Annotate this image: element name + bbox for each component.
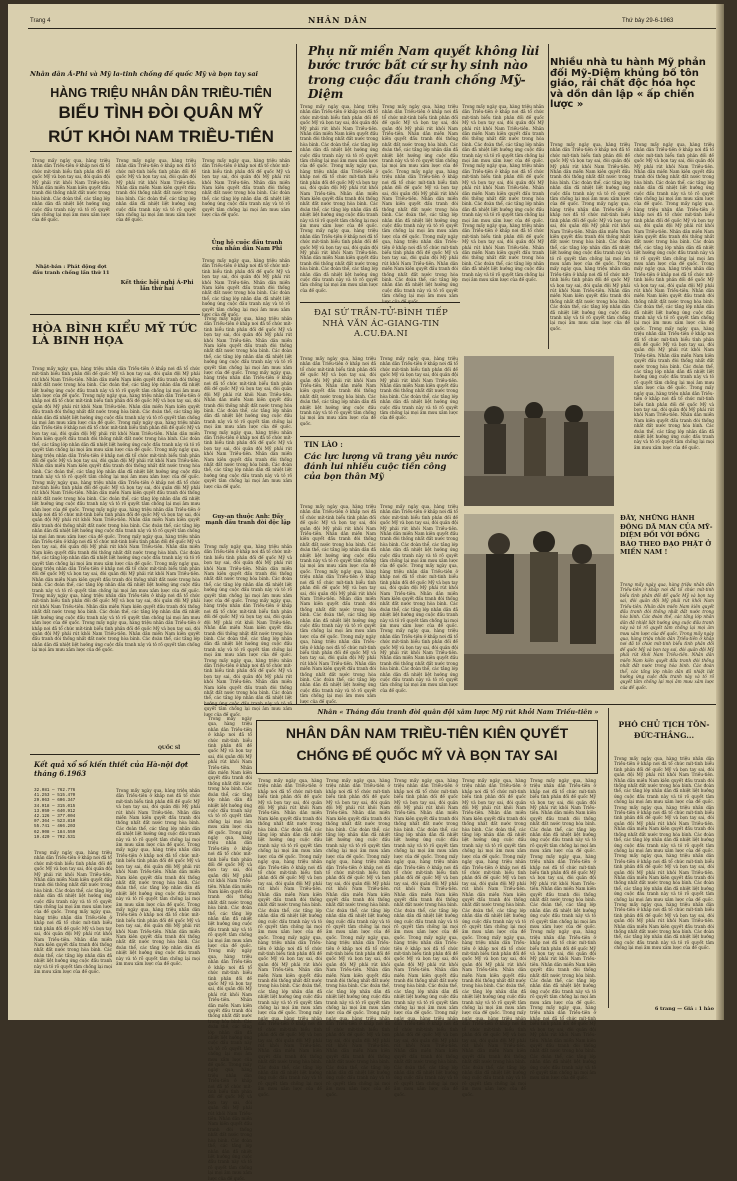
korea-main-body-col-4: Trong mấy ngày qua, hàng triệu nhân dân Triều-tiên ở khắp nơi đã tổ chức mít-tinh biểu tình phản đối đế quốc Mỹ và bọn tay sai, đòi quân đội Mỹ phải rút khỏi Nam Triều-tiên. Nhân dân miền Nam kiên quyết đấu tranh đòi thống nhất đất nước trong hòa bình. Các đoàn thể, các tầng lớp nhân dân đã nhiệt liệt hưởng ứng cuộc đấu tranh này và tỏ rõ quyết tâm chống lại mọi âm mưu xâm lược của đế quốc. Trong mấy ngày qua, hàng triệu nhân dân Triều-tiên ở khắp nơi đã tổ chức mít-tinh biểu tình phản đối đế quốc Mỹ và bọn tay sai, đòi quân đội Mỹ phải rút khỏi Nam Triều-tiên. Nhân dân miền Nam kiên quyết đấu tranh đòi thống nhất đất nước trong hòa bình. Các đoàn thể, các tầng lớp nhân dân đã nhiệt liệt hưởng ứng cuộc đấu tranh này và tỏ rõ quyết tâm chống lại mọi âm mưu xâm lược của đế quốc. Trong mấy ngày qua, hàng triệu nhân dân Triều-tiên ở khắp nơi đã tổ chức mít-tinh biểu tình phản đối đế quốc Mỹ và bọn tay sai, đòi quân đội Mỹ phải rút khỏi Nam Triều-tiên. Nhân dân miền Nam kiên quyết đấu tranh đòi thống nhất đất nước trong hòa bình. Các đoàn thể, các tầng lớp nhân dân đã nhiệt liệt hưởng ứng cuộc đấu tranh này và tỏ rõ quyết tâm chống lại mọi âm mưu xâm lược của đế quốc. Trong mấy ngày qua, hàng triệu nhân dân Triều-tiên ở khắp nơi đã tổ chức mít-tinh biểu tình phản đối đế quốc Mỹ và bọn tay sai, đòi quân đội Mỹ phải rút khỏi Nam Triều-tiên. Nhân dân miền Nam kiên quyết đấu tranh đòi thống nhất đất nước trong hòa bình. Các đoàn thể, các tầng lớp nhân dân đã nhiệt liệt hưởng ứng cuộc đấu tranh này và tỏ rõ quyết tâm chống lại mọi âm mưu xâm lược của đế quốc. [462,778,526,1097]
south-women-headline: Phụ nữ miền Nam quyết không lùi bước trước bất cứ sự hy sinh nào trong cuộc đấu tranh chống Mỹ-Diệm [308,44,540,102]
korea-main-body-col-0: Trong mấy ngày qua, hàng triệu nhân dân Triều-tiên ở khắp nơi đã tổ chức mít-tinh biểu tình phản đối đế quốc Mỹ và bọn tay sai, đòi quân đội Mỹ phải rút khỏi Nam Triều-tiên. Nhân dân miền Nam kiên quyết đấu tranh đòi thống nhất đất nước trong hòa bình. Các đoàn thể, các tầng lớp nhân dân đã nhiệt liệt hưởng ứng cuộc đấu tranh này và tỏ rõ quyết tâm chống lại mọi âm mưu xâm lược của đế quốc. Trong mấy ngày qua, hàng triệu nhân dân Triều-tiên ở khắp nơi đã tổ chức mít-tinh biểu tình phản đối đế quốc Mỹ và bọn tay sai, đòi quân đội Mỹ phải rút khỏi Nam Triều-tiên. Nhân dân miền Nam kiên quyết đấu tranh đòi thống nhất đất nước trong hòa bình. Các đoàn thể, các tầng lớp nhân dân đã nhiệt liệt hưởng ứng cuộc đấu tranh này và tỏ rõ quyết tâm chống lại mọi âm mưu xâm lược của đế quốc. Trong mấy ngày qua, hàng triệu nhân dân Triều-tiên ở khắp nơi đã tổ chức mít-tinh biểu tình phản đối đế quốc Mỹ và bọn tay sai, đòi quân đội Mỹ phải rút khỏi Nam Triều-tiên. Nhân dân miền Nam kiên quyết đấu tranh đòi thống nhất đất nước trong hòa bình. Các đoàn thể, các tầng lớp nhân dân đã nhiệt liệt hưởng ứng cuộc đấu tranh này và tỏ rõ quyết tâm chống lại mọi âm mưu xâm lược của đế quốc. Trong mấy ngày qua, hàng triệu nhân dân Triều-tiên ở khắp nơi đã tổ chức mít-tinh biểu tình phản đối đế quốc Mỹ và bọn tay sai, đòi quân đội Mỹ phải rút khỏi Nam Triều-tiên. Nhân dân miền Nam kiên quyết đấu tranh đòi thống nhất đất nước trong hòa bình. Các đoàn thể, các tầng lớp nhân dân đã nhiệt liệt hưởng ứng cuộc đấu tranh này và tỏ rõ quyết tâm chống lại mọi âm mưu xâm lược của đế quốc. [208,716,252,1181]
korea-main-body-col-3: Trong mấy ngày qua, hàng triệu nhân dân Triều-tiên ở khắp nơi đã tổ chức mít-tinh biểu tình phản đối đế quốc Mỹ và bọn tay sai, đòi quân đội Mỹ phải rút khỏi Nam Triều-tiên. Nhân dân miền Nam kiên quyết đấu tranh đòi thống nhất đất nước trong hòa bình. Các đoàn thể, các tầng lớp nhân dân đã nhiệt liệt hưởng ứng cuộc đấu tranh này và tỏ rõ quyết tâm chống lại mọi âm mưu xâm lược của đế quốc. Trong mấy ngày qua, hàng triệu nhân dân Triều-tiên ở khắp nơi đã tổ chức mít-tinh biểu tình phản đối đế quốc Mỹ và bọn tay sai, đòi quân đội Mỹ phải rút khỏi Nam Triều-tiên. Nhân dân miền Nam kiên quyết đấu tranh đòi thống nhất đất nước trong hòa bình. Các đoàn thể, các tầng lớp nhân dân đã nhiệt liệt hưởng ứng cuộc đấu tranh này và tỏ rõ quyết tâm chống lại mọi âm mưu xâm lược của đế quốc. Trong mấy ngày qua, hàng triệu nhân dân Triều-tiên ở khắp nơi đã tổ chức mít-tinh biểu tình phản đối đế quốc Mỹ và bọn tay sai, đòi quân đội Mỹ phải rút khỏi Nam Triều-tiên. Nhân dân miền Nam kiên quyết đấu tranh đòi thống nhất đất nước trong hòa bình. Các đoàn thể, các tầng lớp nhân dân đã nhiệt liệt hưởng ứng cuộc đấu tranh này và tỏ rõ quyết tâm chống lại mọi âm mưu xâm lược của đế quốc. Trong mấy ngày qua, hàng triệu nhân dân Triều-tiên ở khắp nơi đã tổ chức mít-tinh biểu tình phản đối đế quốc Mỹ và bọn tay sai, đòi quân đội Mỹ phải rút khỏi Nam Triều-tiên. Nhân dân miền Nam kiên quyết đấu tranh đòi thống nhất đất nước trong hòa bình. Các đoàn thể, các tầng lớp nhân dân đã nhiệt liệt hưởng ứng cuộc đấu tranh này và tỏ rõ quyết tâm chống lại mọi âm mưu xâm lược của đế quốc. [394,778,458,1097]
price-footer: 6 trang — Giá : 1 hào [654,1006,714,1012]
lottery-row: 55.741 — 466.203 [34,824,76,830]
envoy-headline: ĐẠI SỨ TRẦN-TỬ-BÌNH TIẾP NHÀ VĂN ÁC-GIANG-TIN A.CU.ĐA.NI [314,308,448,340]
newspaper-page [8,4,724,1181]
korea-headline-line-1: HÀNG TRIỆU NHÂN DÂN TRIỀU-TIÊN [50,86,272,100]
page-edge-shadow [716,4,724,1020]
laos-headline: Các lực lượng vũ trang yêu nước đánh lui nhiều cuộc tiến công của bọn thân Mỹ [304,452,458,483]
korea-main-headline-2: CHỐNG ĐẾ QUỐC MỸ VÀ BỌN TAY SAI [296,747,558,763]
lottery-row: 34.918 — 315.015 [34,803,76,809]
protest-photo-1 [464,356,614,506]
korea-headline-line-3: RÚT KHỎI NAM TRIỀU-TIÊN [48,127,274,146]
lottery-row: 29.063 — 606.347 [34,798,76,804]
lottery-row: 42.126 — 377.004 [34,814,76,820]
buddhist-body-col-1: Trong mấy ngày qua, hàng triệu nhân dân Triều-tiên ở khắp nơi đã tổ chức mít-tinh biểu tình phản đối đế quốc Mỹ và bọn tay sai, đòi quân đội Mỹ phải rút khỏi Nam Triều-tiên. Nhân dân miền Nam kiên quyết đấu tranh đòi thống nhất đất nước trong hòa bình. Các đoàn thể, các tầng lớp nhân dân đã nhiệt liệt hưởng ứng cuộc đấu tranh này và tỏ rõ quyết tâm chống lại mọi âm mưu xâm lược của đế quốc. Trong mấy ngày qua, hàng triệu nhân dân Triều-tiên ở khắp nơi đã tổ chức mít-tinh biểu tình phản đối đế quốc Mỹ và bọn tay sai, đòi quân đội Mỹ phải rút khỏi Nam Triều-tiên. Nhân dân miền Nam kiên quyết đấu tranh đòi thống nhất đất nước trong hòa bình. Các đoàn thể, các tầng lớp nhân dân đã nhiệt liệt hưởng ứng cuộc đấu tranh này và tỏ rõ quyết tâm chống lại mọi âm mưu xâm lược của đế quốc. Trong mấy ngày qua, hàng triệu nhân dân Triều-tiên ở khắp nơi đã tổ chức mít-tinh biểu tình phản đối đế quốc Mỹ và bọn tay sai, đòi quân đội Mỹ phải rút khỏi Nam Triều-tiên. Nhân dân miền Nam kiên quyết đấu tranh đòi thống nhất đất nước trong hòa bình. Các đoàn thể, các tầng lớp nhân dân đã nhiệt liệt hưởng ứng cuộc đấu tranh này và tỏ rõ quyết tâm chống lại mọi âm mưu xâm lược của đế quốc. [550,142,630,331]
column-divider-3 [608,708,609,1008]
lottery-table-left [34,788,112,840]
envoy-top-rule [300,302,460,303]
lottery-top-rule [30,754,200,755]
masthead: NHÂN DÂN [308,15,368,25]
peace-top-rule [30,314,200,315]
south-body-col-1: Trong mấy ngày qua, hàng triệu nhân dân Triều-tiên ở khắp nơi đã tổ chức mít-tinh biểu tình phản đối đế quốc Mỹ và bọn tay sai, đòi quân đội Mỹ phải rút khỏi Nam Triều-tiên. Nhân dân miền Nam kiên quyết đấu tranh đòi thống nhất đất nước trong hòa bình. Các đoàn thể, các tầng lớp nhân dân đã nhiệt liệt hưởng ứng cuộc đấu tranh này và tỏ rõ quyết tâm chống lại mọi âm mưu xâm lược của đế quốc. Trong mấy ngày qua, hàng triệu nhân dân Triều-tiên ở khắp nơi đã tổ chức mít-tinh biểu tình phản đối đế quốc Mỹ và bọn tay sai, đòi quân đội Mỹ phải rút khỏi Nam Triều-tiên. Nhân dân miền Nam kiên quyết đấu tranh đòi thống nhất đất nước trong hòa bình. Các đoàn thể, các tầng lớp nhân dân đã nhiệt liệt hưởng ứng cuộc đấu tranh này và tỏ rõ quyết tâm chống lại mọi âm mưu xâm lược của đế quốc. Trong mấy ngày qua, hàng triệu nhân dân Triều-tiên ở khắp nơi đã tổ chức mít-tinh biểu tình phản đối đế quốc Mỹ và bọn tay sai, đòi quân đội Mỹ phải rút khỏi Nam Triều-tiên. Nhân dân miền Nam kiên quyết đấu tranh đòi thống nhất đất nước trong hòa bình. Các đoàn thể, các tầng lớp nhân dân đã nhiệt liệt hưởng ứng cuộc đấu tranh này và tỏ rõ quyết tâm chống lại mọi âm mưu xâm lược của đế quốc. [300,104,378,293]
peace-byline: QUỐC SĨ [158,746,181,751]
page-number: Trang 4 [30,18,51,24]
vice-chair-body: Trong mấy ngày qua, hàng triệu nhân dân Triều-tiên ở khắp nơi đã tổ chức mít-tinh biểu tình phản đối đế quốc Mỹ và bọn tay sai, đòi quân đội Mỹ phải rút khỏi Nam Triều-tiên. Nhân dân miền Nam kiên quyết đấu tranh đòi thống nhất đất nước trong hòa bình. Các đoàn thể, các tầng lớp nhân dân đã nhiệt liệt hưởng ứng cuộc đấu tranh này và tỏ rõ quyết tâm chống lại mọi âm mưu xâm lược của đế quốc. Trong mấy ngày qua, hàng triệu nhân dân Triều-tiên ở khắp nơi đã tổ chức mít-tinh biểu tình phản đối đế quốc Mỹ và bọn tay sai, đòi quân đội Mỹ phải rút khỏi Nam Triều-tiên. Nhân dân miền Nam kiên quyết đấu tranh đòi thống nhất đất nước trong hòa bình. Các đoàn thể, các tầng lớp nhân dân đã nhiệt liệt hưởng ứng cuộc đấu tranh này và tỏ rõ quyết tâm chống lại mọi âm mưu xâm lược của đế quốc. Trong mấy ngày qua, hàng triệu nhân dân Triều-tiên ở khắp nơi đã tổ chức mít-tinh biểu tình phản đối đế quốc Mỹ và bọn tay sai, đòi quân đội Mỹ phải rút khỏi Nam Triều-tiên. Nhân dân miền Nam kiên quyết đấu tranh đòi thống nhất đất nước trong hòa bình. Các đoàn thể, các tầng lớp nhân dân đã nhiệt liệt hưởng ứng cuộc đấu tranh này và tỏ rõ quyết tâm chống lại mọi âm mưu xâm lược của đế quốc. Trong mấy ngày qua, hàng triệu nhân dân Triều-tiên ở khắp nơi đã tổ chức mít-tinh biểu tình phản đối đế quốc Mỹ và bọn tay sai, đòi quân đội Mỹ phải rút khỏi Nam Triều-tiên. Nhân dân miền Nam kiên quyết đấu tranh đòi thống nhất đất nước trong hòa bình. Các đoàn thể, các tầng lớp nhân dân đã nhiệt liệt hưởng ứng cuộc đấu tranh này và tỏ rõ quyết tâm chống lại mọi âm mưu xâm lược của đế quốc. [614,756,714,951]
header-rule [28,28,716,29]
photo-1-image [464,356,614,506]
laos-body-col-2: Trong mấy ngày qua, hàng triệu nhân dân Triều-tiên ở khắp nơi đã tổ chức mít-tinh biểu tình phản đối đế quốc Mỹ và bọn tay sai, đòi quân đội Mỹ phải rút khỏi Nam Triều-tiên. Nhân dân miền Nam kiên quyết đấu tranh đòi thống nhất đất nước trong hòa bình. Các đoàn thể, các tầng lớp nhân dân đã nhiệt liệt hưởng ứng cuộc đấu tranh này và tỏ rõ quyết tâm chống lại mọi âm mưu xâm lược của đế quốc. Trong mấy ngày qua, hàng triệu nhân dân Triều-tiên ở khắp nơi đã tổ chức mít-tinh biểu tình phản đối đế quốc Mỹ và bọn tay sai, đòi quân đội Mỹ phải rút khỏi Nam Triều-tiên. Nhân dân miền Nam kiên quyết đấu tranh đòi thống nhất đất nước trong hòa bình. Các đoàn thể, các tầng lớp nhân dân đã nhiệt liệt hưởng ứng cuộc đấu tranh này và tỏ rõ quyết tâm chống lại mọi âm mưu xâm lược của đế quốc. Trong mấy ngày qua, hàng triệu nhân dân Triều-tiên ở khắp nơi đã tổ chức mít-tinh biểu tình phản đối đế quốc Mỹ và bọn tay sai, đòi quân đội Mỹ phải rút khỏi Nam Triều-tiên. Nhân dân miền Nam kiên quyết đấu tranh đòi thống nhất đất nước trong hòa bình. Các đoàn thể, các tầng lớp nhân dân đã nhiệt liệt hưởng ứng cuộc đấu tranh này và tỏ rõ quyết tâm chống lại mọi âm mưu xâm lược của đế quốc. [380,504,458,693]
lottery-row: 07.364 — 523.810 [34,819,76,825]
lottery-headline: Kết quả xổ số kiến thiết của Hà-nội đợt tháng 6.1963 [34,760,189,778]
issue-date: Thứ bảy 29-6-1963 [622,18,674,24]
peace-body: Trong mấy ngày qua, hàng triệu nhân dân Triều-tiên ở khắp nơi đã tổ chức mít-tinh biểu tình phản đối đế quốc Mỹ và bọn tay sai, đòi quân đội Mỹ phải rút khỏi Nam Triều-tiên. Nhân dân miền Nam kiên quyết đấu tranh đòi thống nhất đất nước trong hòa bình. Các đoàn thể, các tầng lớp nhân dân đã nhiệt liệt hưởng ứng cuộc đấu tranh này và tỏ rõ quyết tâm chống lại mọi âm mưu xâm lược của đế quốc. Trong mấy ngày qua, hàng triệu nhân dân Triều-tiên ở khắp nơi đã tổ chức mít-tinh biểu tình phản đối đế quốc Mỹ và bọn tay sai, đòi quân đội Mỹ phải rút khỏi Nam Triều-tiên. Nhân dân miền Nam kiên quyết đấu tranh đòi thống nhất đất nước trong hòa bình. Các đoàn thể, các tầng lớp nhân dân đã nhiệt liệt hưởng ứng cuộc đấu tranh này và tỏ rõ quyết tâm chống lại mọi âm mưu xâm lược của đế quốc. Trong mấy ngày qua, hàng triệu nhân dân Triều-tiên ở khắp nơi đã tổ chức mít-tinh biểu tình phản đối đế quốc Mỹ và bọn tay sai, đòi quân đội Mỹ phải rút khỏi Nam Triều-tiên. Nhân dân miền Nam kiên quyết đấu tranh đòi thống nhất đất nước trong hòa bình. Các đoàn thể, các tầng lớp nhân dân đã nhiệt liệt hưởng ứng cuộc đấu tranh này và tỏ rõ quyết tâm chống lại mọi âm mưu xâm lược của đế quốc. Trong mấy ngày qua, hàng triệu nhân dân Triều-tiên ở khắp nơi đã tổ chức mít-tinh biểu tình phản đối đế quốc Mỹ và bọn tay sai, đòi quân đội Mỹ phải rút khỏi Nam Triều-tiên. Nhân dân miền Nam kiên quyết đấu tranh đòi thống nhất đất nước trong hòa bình. Các đoàn thể, các tầng lớp nhân dân đã nhiệt liệt hưởng ứng cuộc đấu tranh này và tỏ rõ quyết tâm chống lại mọi âm mưu xâm lược của đế quốc. Trong mấy ngày qua, hàng triệu nhân dân Triều-tiên ở khắp nơi đã tổ chức mít-tinh biểu tình phản đối đế quốc Mỹ và bọn tay sai, đòi quân đội Mỹ phải rút khỏi Nam Triều-tiên. Nhân dân miền Nam kiên quyết đấu tranh đòi thống nhất đất nước trong hòa bình. Các đoàn thể, các tầng lớp nhân dân đã nhiệt liệt hưởng ứng cuộc đấu tranh này và tỏ rõ quyết tâm chống lại mọi âm mưu xâm lược của đế quốc. Trong mấy ngày qua, hàng triệu nhân dân Triều-tiên ở khắp nơi đã tổ chức mít-tinh biểu tình phản đối đế quốc Mỹ và bọn tay sai, đòi quân đội Mỹ phải rút khỏi Nam Triều-tiên. Nhân dân miền Nam kiên quyết đấu tranh đòi thống nhất đất nước trong hòa bình. Các đoàn thể, các tầng lớp nhân dân đã nhiệt liệt hưởng ứng cuộc đấu tranh này và tỏ rõ quyết tâm chống lại mọi âm mưu xâm lược của đế quốc. Trong mấy ngày qua, hàng triệu nhân dân Triều-tiên ở khắp nơi đã tổ chức mít-tinh biểu tình phản đối đế quốc Mỹ và bọn tay sai, đòi quân đội Mỹ phải rút khỏi Nam Triều-tiên. Nhân dân miền Nam kiên quyết đấu tranh đòi thống nhất đất nước trong hòa bình. Các đoàn thể, các tầng lớp nhân dân đã nhiệt liệt hưởng ứng cuộc đấu tranh này và tỏ rõ quyết tâm chống lại mọi âm mưu xâm lược của đế quốc. Trong mấy ngày qua, hàng triệu nhân dân Triều-tiên ở khắp nơi đã tổ chức mít-tinh biểu tình phản đối đế quốc Mỹ và bọn tay sai, đòi quân đội Mỹ phải rút khỏi Nam Triều-tiên. Nhân dân miền Nam kiên quyết đấu tranh đòi thống nhất đất nước trong hòa bình. Các đoàn thể, các tầng lớp nhân dân đã nhiệt liệt hưởng ứng cuộc đấu tranh này và tỏ rõ quyết tâm chống lại mọi âm mưu xâm lược của đế quốc. Trong mấy ngày qua, hàng triệu nhân dân Triều-tiên ở khắp nơi đã tổ chức mít-tinh biểu tình phản đối đế quốc Mỹ và bọn tay sai, đòi quân đội Mỹ phải rút khỏi Nam Triều-tiên. Nhân dân miền Nam kiên quyết đấu tranh đòi thống nhất đất nước trong hòa bình. Các đoàn thể, các tầng lớp nhân dân đã nhiệt liệt hưởng ứng cuộc đấu tranh này và tỏ rõ quyết tâm chống lại mọi âm mưu xâm lược của đế quốc. Trong mấy ngày qua, hàng triệu nhân dân Triều-tiên ở khắp nơi đã tổ chức mít-tinh biểu tình phản đối đế quốc Mỹ và bọn tay sai, đòi quân đội Mỹ phải rút khỏi Nam Triều-tiên. Nhân dân miền Nam kiên quyết đấu tranh đòi thống nhất đất nước trong hòa bình. Các đoàn thể, các tầng lớp nhân dân đã nhiệt liệt hưởng ứng cuộc đấu tranh này và tỏ rõ quyết tâm chống lại mọi âm mưu xâm lược của đế quốc. [32,366,200,653]
korea-kicker: Nhân dân Á-Phi và Mỹ la-tinh chống đế quốc Mỹ và bọn tay sai [30,70,259,78]
korea-main-body-col-1: Trong mấy ngày qua, hàng triệu nhân dân Triều-tiên ở khắp nơi đã tổ chức mít-tinh biểu tình phản đối đế quốc Mỹ và bọn tay sai, đòi quân đội Mỹ phải rút khỏi Nam Triều-tiên. Nhân dân miền Nam kiên quyết đấu tranh đòi thống nhất đất nước trong hòa bình. Các đoàn thể, các tầng lớp nhân dân đã nhiệt liệt hưởng ứng cuộc đấu tranh này và tỏ rõ quyết tâm chống lại mọi âm mưu xâm lược của đế quốc. Trong mấy ngày qua, hàng triệu nhân dân Triều-tiên ở khắp nơi đã tổ chức mít-tinh biểu tình phản đối đế quốc Mỹ và bọn tay sai, đòi quân đội Mỹ phải rút khỏi Nam Triều-tiên. Nhân dân miền Nam kiên quyết đấu tranh đòi thống nhất đất nước trong hòa bình. Các đoàn thể, các tầng lớp nhân dân đã nhiệt liệt hưởng ứng cuộc đấu tranh này và tỏ rõ quyết tâm chống lại mọi âm mưu xâm lược của đế quốc. Trong mấy ngày qua, hàng triệu nhân dân Triều-tiên ở khắp nơi đã tổ chức mít-tinh biểu tình phản đối đế quốc Mỹ và bọn tay sai, đòi quân đội Mỹ phải rút khỏi Nam Triều-tiên. Nhân dân miền Nam kiên quyết đấu tranh đòi thống nhất đất nước trong hòa bình. Các đoàn thể, các tầng lớp nhân dân đã nhiệt liệt hưởng ứng cuộc đấu tranh này và tỏ rõ quyết tâm chống lại mọi âm mưu xâm lược của đế quốc. Trong mấy ngày qua, hàng triệu nhân dân Triều-tiên ở khắp nơi đã tổ chức mít-tinh biểu tình phản đối đế quốc Mỹ và bọn tay sai, đòi quân đội Mỹ phải rút khỏi Nam Triều-tiên. Nhân dân miền Nam kiên quyết đấu tranh đòi thống nhất đất nước trong hòa bình. Các đoàn thể, các tầng lớp nhân dân đã nhiệt liệt hưởng ứng cuộc đấu tranh này và tỏ rõ quyết tâm chống lại mọi âm mưu xâm lược của đế quốc. [258,778,322,1097]
laos-label: TIN LÀO : [304,440,343,449]
south-body-col-3: Trong mấy ngày qua, hàng triệu nhân dân Triều-tiên ở khắp nơi đã tổ chức mít-tinh biểu tình phản đối đế quốc Mỹ và bọn tay sai, đòi quân đội Mỹ phải rút khỏi Nam Triều-tiên. Nhân dân miền Nam kiên quyết đấu tranh đòi thống nhất đất nước trong hòa bình. Các đoàn thể, các tầng lớp nhân dân đã nhiệt liệt hưởng ứng cuộc đấu tranh này và tỏ rõ quyết tâm chống lại mọi âm mưu xâm lược của đế quốc. Trong mấy ngày qua, hàng triệu nhân dân Triều-tiên ở khắp nơi đã tổ chức mít-tinh biểu tình phản đối đế quốc Mỹ và bọn tay sai, đòi quân đội Mỹ phải rút khỏi Nam Triều-tiên. Nhân dân miền Nam kiên quyết đấu tranh đòi thống nhất đất nước trong hòa bình. Các đoàn thể, các tầng lớp nhân dân đã nhiệt liệt hưởng ứng cuộc đấu tranh này và tỏ rõ quyết tâm chống lại mọi âm mưu xâm lược của đế quốc. Trong mấy ngày qua, hàng triệu nhân dân Triều-tiên ở khắp nơi đã tổ chức mít-tinh biểu tình phản đối đế quốc Mỹ và bọn tay sai, đòi quân đội Mỹ phải rút khỏi Nam Triều-tiên. Nhân dân miền Nam kiên quyết đấu tranh đòi thống nhất đất nước trong hòa bình. Các đoàn thể, các tầng lớp nhân dân đã nhiệt liệt hưởng ứng cuộc đấu tranh này và tỏ rõ quyết tâm chống lại mọi âm mưu xâm lược của đế quốc. [462,104,544,282]
guyana-body: Trong mấy ngày qua, hàng triệu nhân dân Triều-tiên ở khắp nơi đã tổ chức mít-tinh biểu tình phản đối đế quốc Mỹ và bọn tay sai, đòi quân đội Mỹ phải rút khỏi Nam Triều-tiên. Nhân dân miền Nam kiên quyết đấu tranh đòi thống nhất đất nước trong hòa bình. Các đoàn thể, các tầng lớp nhân dân đã nhiệt liệt hưởng ứng cuộc đấu tranh này và tỏ rõ quyết tâm chống lại mọi âm mưu xâm lược của đế quốc. Trong mấy ngày qua, hàng triệu nhân dân Triều-tiên ở khắp nơi đã tổ chức mít-tinh biểu tình phản đối đế quốc Mỹ và bọn tay sai, đòi quân đội Mỹ phải rút khỏi Nam Triều-tiên. Nhân dân miền Nam kiên quyết đấu tranh đòi thống nhất đất nước trong hòa bình. Các đoàn thể, các tầng lớp nhân dân đã nhiệt liệt hưởng ứng cuộc đấu tranh này và tỏ rõ quyết tâm chống lại mọi âm mưu xâm lược của đế quốc. Trong mấy ngày qua, hàng triệu nhân dân Triều-tiên ở khắp nơi đã tổ chức mít-tinh biểu tình phản đối đế quốc Mỹ và bọn tay sai, đòi quân đội Mỹ phải rút khỏi Nam Triều-tiên. Nhân dân miền Nam kiên quyết đấu tranh đòi thống nhất đất nước trong hòa bình. Các đoàn thể, các tầng lớp nhân dân đã nhiệt liệt quyết tâm chống lại mọi âm mưu xâm lược của đế quốc. [204,544,292,717]
lottery-notes-left: Trong mấy ngày qua, hàng triệu nhân dân Triều-tiên ở khắp nơi đã tổ chức mít-tinh biểu tình phản đối đế quốc Mỹ và bọn tay sai, đòi quân đội Mỹ phải rút khỏi Nam Triều-tiên. Nhân dân miền Nam kiên quyết đấu tranh đòi thống nhất đất nước trong hòa bình. Các đoàn thể, các tầng lớp nhân dân đã nhiệt liệt hưởng ứng cuộc đấu tranh này và tỏ rõ quyết tâm chống lại mọi âm mưu xâm lược của đế quốc. Trong mấy ngày qua, hàng triệu nhân dân Triều-tiên ở khắp nơi đã tổ chức mít-tinh biểu tình phản đối đế quốc Mỹ và bọn tay sai, đòi quân đội Mỹ phải rút khỏi Nam Triều-tiên. Nhân dân miền Nam kiên quyết đấu tranh đòi thống nhất đất nước trong hòa bình. Các đoàn thể, các tầng lớp nhân dân đã nhiệt liệt hưởng ứng cuộc đấu tranh này và tỏ rõ quyết tâm chống lại mọi âm mưu xâm lược của đế quốc. [34,850,112,974]
korea-main-kicker: Nhân « Tháng đấu tranh đòi quân đội xâm lược Mỹ rút khỏi Nam Triều-tiên » [317,708,599,716]
envoy-body-col-1: Trong mấy ngày qua, hàng triệu nhân dân Triều-tiên ở khắp nơi đã tổ chức mít-tinh biểu tình phản đối đế quốc Mỹ và bọn tay sai, đòi quân đội Mỹ phải rút khỏi Nam Triều-tiên. Nhân dân miền Nam kiên quyết đấu tranh đòi thống nhất đất nước trong hòa bình. Các đoàn thể, các tầng lớp nhân dân đã nhiệt liệt hưởng ứng cuộc đấu tranh này và tỏ rõ quyết tâm chống lại mọi âm mưu xâm lược của đế quốc. [300,356,376,426]
protest-photo-2 [464,514,614,690]
korea-main-body-col-2: Trong mấy ngày qua, hàng triệu nhân dân Triều-tiên ở khắp nơi đã tổ chức mít-tinh biểu tình phản đối đế quốc Mỹ và bọn tay sai, đòi quân đội Mỹ phải rút khỏi Nam Triều-tiên. Nhân dân miền Nam kiên quyết đấu tranh đòi thống nhất đất nước trong hòa bình. Các đoàn thể, các tầng lớp nhân dân đã nhiệt liệt hưởng ứng cuộc đấu tranh này và tỏ rõ quyết tâm chống lại mọi âm mưu xâm lược của đế quốc. Trong mấy ngày qua, hàng triệu nhân dân Triều-tiên ở khắp nơi đã tổ chức mít-tinh biểu tình phản đối đế quốc Mỹ và bọn tay sai, đòi quân đội Mỹ phải rút khỏi Nam Triều-tiên. Nhân dân miền Nam kiên quyết đấu tranh đòi thống nhất đất nước trong hòa bình. Các đoàn thể, các tầng lớp nhân dân đã nhiệt liệt hưởng ứng cuộc đấu tranh này và tỏ rõ quyết tâm chống lại mọi âm mưu xâm lược của đế quốc. Trong mấy ngày qua, hàng triệu nhân dân Triều-tiên ở khắp nơi đã tổ chức mít-tinh biểu tình phản đối đế quốc Mỹ và bọn tay sai, đòi quân đội Mỹ phải rút khỏi Nam Triều-tiên. Nhân dân miền Nam kiên quyết đấu tranh đòi thống nhất đất nước trong hòa bình. Các đoàn thể, các tầng lớp nhân dân đã nhiệt liệt hưởng ứng cuộc đấu tranh này và tỏ rõ quyết tâm chống lại mọi âm mưu xâm lược của đế quốc. Trong mấy ngày qua, hàng triệu nhân dân Triều-tiên ở khắp nơi đã tổ chức mít-tinh biểu tình phản đối đế quốc Mỹ và bọn tay sai, đòi quân đội Mỹ phải rút khỏi Nam Triều-tiên. Nhân dân miền Nam kiên quyết đấu tranh đòi thống nhất đất nước trong hòa bình. Các đoàn thể, các tầng lớp nhân dân đã nhiệt liệt hưởng ứng cuộc đấu tranh này và tỏ rõ quyết tâm chống lại mọi âm mưu xâm lược của đế quốc. [326,778,390,1097]
south-africa-body: Trong mấy ngày qua, hàng triệu nhân dân Triều-tiên ở khắp nơi đã tổ chức mít-tinh biểu tình phản đối đế quốc Mỹ và bọn tay sai, đòi quân đội Mỹ phải rút khỏi Nam Triều-tiên. Nhân dân miền Nam kiên quyết đấu tranh đòi thống nhất đất nước trong hòa bình. Các đoàn thể, các tầng lớp nhân dân đã nhiệt liệt hưởng ứng cuộc đấu tranh này và tỏ rõ quyết tâm chống lại mọi âm mưu xâm lược của đế quốc. [202,258,290,318]
korea-body-col-3: Trong mấy ngày qua, hàng triệu nhân dân Triều-tiên ở khắp nơi đã tổ chức mít-tinh biểu tình phản đối đế quốc Mỹ và bọn tay sai, đòi quân đội Mỹ phải rút khỏi Nam Triều-tiên. Nhân dân miền Nam kiên quyết đấu tranh đòi thống nhất đất nước trong hòa bình. Các đoàn thể, các tầng lớp nhân dân đã nhiệt liệt hưởng ứng cuộc đấu tranh này và tỏ rõ quyết tâm chống lại mọi âm mưu xâm lược của đế quốc. [202,158,290,218]
korea-body-col-1: Trong mấy ngày qua, hàng triệu nhân dân Triều-tiên ở khắp nơi đã tổ chức mít-tinh biểu tình phản đối đế quốc Mỹ và bọn tay sai, đòi quân đội Mỹ phải rút khỏi Nam Triều-tiên. Nhân dân miền Nam kiên quyết đấu tranh đòi thống nhất đất nước trong hòa bình. Các đoàn thể, các tầng lớp nhân dân đã nhiệt liệt hưởng ứng cuộc đấu tranh này và tỏ rõ quyết tâm chống lại mọi âm mưu xâm lược của đế quốc. [32,158,110,223]
vice-chair-headline: PHÓ CHỦ TỊCH TÔN-ĐỨC-THẮNG... [618,720,710,740]
photo-caption-body: Trong mấy ngày qua, hàng triệu nhân dân Triều-tiên ở khắp nơi đã tổ chức mít-tinh biểu tình phản đối đế quốc Mỹ và bọn tay sai, đòi quân đội Mỹ phải rút khỏi Nam Triều-tiên. Nhân dân miền Nam kiên quyết đấu tranh đòi thống nhất đất nước trong hòa bình. Các đoàn thể, các tầng lớp nhân dân đã nhiệt liệt hưởng ứng cuộc đấu tranh này và tỏ rõ quyết tâm chống lại mọi âm mưu xâm lược của đế quốc. Trong mấy ngày qua, hàng triệu nhân dân Triều-tiên ở khắp nơi đã tổ chức mít-tinh biểu tình phản đối đế quốc Mỹ và bọn tay sai, đòi quân đội Mỹ phải rút khỏi Nam Triều-tiên. Nhân dân miền Nam kiên quyết đấu tranh đòi thống nhất đất nước trong hòa bình. Các đoàn thể, các tầng lớp nhân dân đã nhiệt liệt hưởng ứng cuộc đấu tranh này và tỏ rõ quyết tâm chống lại mọi âm mưu xâm lược của đế quốc. [620,582,715,690]
buddhist-body-col-2: Trong mấy ngày qua, hàng triệu nhân dân Triều-tiên ở khắp nơi đã tổ chức mít-tinh biểu tình phản đối đế quốc Mỹ và bọn tay sai, đòi quân đội Mỹ phải rút khỏi Nam Triều-tiên. Nhân dân miền Nam kiên quyết đấu tranh đòi thống nhất đất nước trong hòa bình. Các đoàn thể, các tầng lớp nhân dân đã nhiệt liệt hưởng ứng cuộc đấu tranh này và tỏ rõ quyết tâm chống lại mọi âm mưu xâm lược của đế quốc. Trong mấy ngày qua, hàng triệu nhân dân Triều-tiên ở khắp nơi đã tổ chức mít-tinh biểu tình phản đối đế quốc Mỹ và bọn tay sai, đòi quân đội Mỹ phải rút khỏi Nam Triều-tiên. Nhân dân miền Nam kiên quyết đấu tranh đòi thống nhất đất nước trong hòa bình. Các đoàn thể, các tầng lớp nhân dân đã nhiệt liệt hưởng ứng cuộc đấu tranh này và tỏ rõ quyết tâm chống lại mọi âm mưu xâm lược của đế quốc. Trong mấy ngày qua, hàng triệu nhân dân Triều-tiên ở khắp nơi đã tổ chức mít-tinh biểu tình phản đối đế quốc Mỹ và bọn tay sai, đòi quân đội Mỹ phải rút khỏi Nam Triều-tiên. Nhân dân miền Nam kiên quyết đấu tranh đòi thống nhất đất nước trong hòa bình. Các đoàn thể, các tầng lớp nhân dân đã nhiệt liệt hưởng ứng cuộc đấu tranh này và tỏ rõ quyết tâm chống lại mọi âm mưu xâm lược của đế quốc. Trong mấy ngày qua, hàng triệu nhân dân Triều-tiên ở khắp nơi đã tổ chức mít-tinh biểu tình phản đối đế quốc Mỹ và bọn tay sai, đòi quân đội Mỹ phải rút khỏi Nam Triều-tiên. Nhân dân miền Nam kiên quyết đấu tranh đòi thống nhất đất nước trong hòa bình. Các đoàn thể, các tầng lớp nhân dân đã nhiệt liệt hưởng ứng cuộc đấu tranh này và tỏ rõ quyết tâm chống lại mọi âm mưu xâm lược của đế quốc. Trong mấy ngày qua, hàng triệu nhân dân Triều-tiên ở khắp nơi đã tổ chức mít-tinh biểu tình phản đối đế quốc Mỹ và bọn tay sai, đòi quân đội Mỹ phải rút khỏi Nam Triều-tiên. Nhân dân miền Nam kiên quyết đấu tranh đòi thống nhất đất nước trong hòa bình. Các đoàn thể, các tầng lớp nhân dân đã nhiệt liệt hưởng ứng cuộc đấu tranh này và tỏ rõ quyết tâm chống lại mọi âm mưu xâm lược của đế quốc. [634,142,714,450]
afro-asian-headline: Kết thúc hội nghị Á-Phi lần thứ hai [120,280,194,292]
south-africa-headline: Ủng hộ cuộc đấu tranh của nhân dân Nam Phi [211,240,283,252]
korea-headline-rule [30,151,292,152]
lottery-row: 32.081 — 762.776 [34,788,76,793]
photo-2-image [464,514,614,690]
guyana-headline: Guy-an thuộc Anh: Đấy mạnh đấu tranh đòi độc lập [205,514,291,526]
korea-headline-line-2: BIỂU TÌNH ĐÒI QUÂN MỸ [58,103,264,122]
japan-subhead: Nhật-bản : Phát động đợt đấu tranh chống lần thứ 11 [32,264,110,276]
laos-top-rule [300,436,460,437]
buddhist-headline: Nhiều nhà tu hành Mỹ phản đối Mỹ-Diệm khủng bố tôn giáo, rải chất độc hóa học và dồn dân lập « ấp chiến lược » [550,57,706,110]
column-divider-1 [296,44,297,704]
peace-headline: HÒA BÌNH KIỂU MỸ TỨC LÀ BINH HỌA [32,321,198,348]
photo-caption-headline: ĐÂY, NHỮNG HÀNH ĐỘNG DÃ MAN CỦA MỸ-DIỆM ĐỐI VỚI ĐỒNG BÀO THEO ĐẠO PHẬT Ở MIỀN NAM ! [620,514,713,557]
main-story-top-rule [204,704,716,705]
envoy-body-col-2: Trong mấy ngày qua, hàng triệu nhân dân Triều-tiên ở khắp nơi đã tổ chức mít-tinh biểu tình phản đối đế quốc Mỹ và bọn tay sai, đòi quân đội Mỹ phải rút khỏi Nam Triều-tiên. Nhân dân miền Nam kiên quyết đấu tranh đòi thống nhất đất nước trong hòa bình. Các đoàn thể, các tầng lớp nhân dân đã nhiệt liệt hưởng ứng cuộc đấu tranh này và tỏ rõ quyết tâm chống lại mọi âm mưu xâm lược của đế quốc. [380,356,458,421]
korea-main-body-col-5: Trong mấy ngày qua, hàng triệu nhân dân Triều-tiên ở khắp nơi đã tổ chức mít-tinh biểu tình phản đối đế quốc Mỹ và bọn tay sai, đòi quân đội Mỹ phải rút khỏi Nam Triều-tiên. Nhân dân miền Nam kiên quyết đấu tranh đòi thống nhất đất nước trong hòa bình. Các đoàn thể, các tầng lớp nhân dân đã nhiệt liệt hưởng ứng cuộc đấu tranh này và tỏ rõ quyết tâm chống lại mọi âm mưu xâm lược của đế quốc. Trong mấy ngày qua, hàng triệu nhân dân Triều-tiên ở khắp nơi đã tổ chức mít-tinh biểu tình phản đối đế quốc Mỹ và bọn tay sai, đòi quân đội Mỹ phải rút khỏi Nam Triều-tiên. Nhân dân miền Nam kiên quyết đấu tranh đòi thống nhất đất nước trong hòa bình. Các đoàn thể, các tầng lớp nhân dân đã nhiệt liệt hưởng ứng cuộc đấu tranh này và tỏ rõ quyết tâm chống lại mọi âm mưu xâm lược của đế quốc. Trong mấy ngày qua, hàng triệu nhân dân Triều-tiên ở khắp nơi đã tổ chức mít-tinh biểu tình phản đối đế quốc Mỹ và bọn tay sai, đòi quân đội Mỹ phải rút khỏi Nam Triều-tiên. Nhân dân miền Nam kiên quyết đấu tranh đòi thống nhất đất nước trong hòa bình. Các đoàn thể, các tầng lớp nhân dân đã nhiệt liệt hưởng ứng cuộc đấu tranh này và tỏ rõ quyết tâm chống lại mọi âm mưu xâm lược của đế quốc. Trong mấy ngày qua, hàng triệu nhân dân Triều-tiên ở khắp nơi đã tổ chức mít-tinh biểu tình phản đối đế quốc Mỹ và bọn tay sai, đòi quân đội Mỹ phải rút khỏi Nam Triều-tiên. Nhân dân miền Nam kiên quyết đấu tranh đòi thống nhất đất nước trong hòa bình. Các đoàn thể, các tầng lớp nhân dân đã nhiệt liệt hưởng ứng cuộc đấu tranh này và tỏ rõ quyết tâm chống lại mọi âm mưu xâm lược của đế quốc. [530,778,596,1081]
column-divider-2 [548,44,549,349]
lottery-row: 13.050 — 640.912 [34,808,76,814]
korea-body-col-2: Trong mấy ngày qua, hàng triệu nhân dân Triều-tiên ở khắp nơi đã tổ chức mít-tinh biểu tình phản đối đế quốc Mỹ và bọn tay sai, đòi quân đội Mỹ phải rút khỏi Nam Triều-tiên. Nhân dân miền Nam kiên quyết đấu tranh đòi thống nhất đất nước trong hòa bình. Các đoàn thể, các tầng lớp nhân dân đã nhiệt liệt hưởng ứng cuộc đấu tranh này và tỏ rõ quyết tâm chống lại mọi âm mưu xâm lược của đế quốc. [116,158,196,223]
south-body-col-2: Trong mấy ngày qua, hàng triệu nhân dân Triều-tiên ở khắp nơi đã tổ chức mít-tinh biểu tình phản đối đế quốc Mỹ và bọn tay sai, đòi quân đội Mỹ phải rút khỏi Nam Triều-tiên. Nhân dân miền Nam kiên quyết đấu tranh đòi thống nhất đất nước trong hòa bình. Các đoàn thể, các tầng lớp nhân dân đã nhiệt liệt hưởng ứng cuộc đấu tranh này và tỏ rõ quyết tâm chống lại mọi âm mưu xâm lược của đế quốc. Trong mấy ngày qua, hàng triệu nhân dân Triều-tiên ở khắp nơi đã tổ chức mít-tinh biểu tình phản đối đế quốc Mỹ và bọn tay sai, đòi quân đội Mỹ phải rút khỏi Nam Triều-tiên. Nhân dân miền Nam kiên quyết đấu tranh đòi thống nhất đất nước trong hòa bình. Các đoàn thể, các tầng lớp nhân dân đã nhiệt liệt hưởng ứng cuộc đấu tranh này và tỏ rõ quyết tâm chống lại mọi âm mưu xâm lược của đế quốc. Trong mấy ngày qua, hàng triệu nhân dân Triều-tiên ở khắp nơi đã tổ chức mít-tinh biểu tình phản đối đế quốc Mỹ và bọn tay sai, đòi quân đội Mỹ phải rút khỏi Nam Triều-tiên. Nhân dân miền Nam kiên quyết đấu tranh đòi thống nhất đất nước trong hòa bình. Các đoàn thể, các tầng lớp nhân dân đã nhiệt liệt hưởng ứng cuộc đấu tranh này và tỏ rõ quyết tâm chống lại mọi âm mưu xâm [382,104,458,299]
lottery-row: 62.908 — 184.559 [34,829,76,835]
korea-main-headline-1: NHÂN DÂN NAM TRIỀU-TIÊN KIÊN QUYẾT [285,725,569,741]
lottery-notes: Trong mấy ngày qua, hàng triệu nhân dân Triều-tiên ở khắp nơi đã tổ chức mít-tinh biểu tình phản đối đế quốc Mỹ và bọn tay sai, đòi quân đội Mỹ phải rút khỏi Nam Triều-tiên. Nhân dân miền Nam kiên quyết đấu tranh đòi thống nhất đất nước trong hòa bình. Các đoàn thể, các tầng lớp nhân dân đã nhiệt liệt hưởng ứng cuộc đấu tranh này và tỏ rõ quyết tâm chống lại mọi âm mưu xâm lược của đế quốc. Trong mấy ngày qua, hàng triệu nhân dân Triều-tiên ở khắp nơi đã tổ chức mít-tinh biểu tình phản đối đế quốc Mỹ và bọn tay sai, đòi quân đội Mỹ phải rút khỏi Nam Triều-tiên. Nhân dân miền Nam kiên quyết đấu tranh đòi thống nhất đất nước trong hòa bình. Các đoàn thể, các tầng lớp nhân dân đã nhiệt liệt hưởng ứng cuộc đấu tranh này và tỏ rõ quyết tâm chống lại mọi âm mưu xâm lược của đế quốc. Trong mấy ngày qua, hàng triệu nhân dân Triều-tiên ở khắp nơi đã tổ chức mít-tinh biểu tình phản đối đế quốc Mỹ và bọn tay sai, đòi quân đội Mỹ phải rút khỏi Nam Triều-tiên. Nhân dân miền Nam kiên quyết đấu tranh đòi thống nhất đất nước trong hòa bình. Các đoàn thể, các tầng lớp nhân dân đã nhiệt liệt hưởng ứng cuộc đấu tranh này và tỏ rõ quyết tâm chống lại mọi âm mưu xâm lược của đế quốc. [116,788,200,966]
lottery-row: 41.253 — 515.470 [34,793,76,799]
lottery-row: 19.420 — 702.531 [34,834,76,840]
laos-body-col-1: Trong mấy ngày qua, hàng triệu nhân dân Triều-tiên ở khắp nơi đã tổ chức mít-tinh biểu tình phản đối đế quốc Mỹ và bọn tay sai, đòi quân đội Mỹ phải rút khỏi Nam Triều-tiên. Nhân dân miền Nam kiên quyết đấu tranh đòi thống nhất đất nước trong hòa bình. Các đoàn thể, các tầng lớp nhân dân đã nhiệt liệt hưởng ứng cuộc đấu tranh này và tỏ rõ quyết tâm chống lại mọi âm mưu xâm lược của đế quốc. Trong mấy ngày qua, hàng triệu nhân dân Triều-tiên ở khắp nơi đã tổ chức mít-tinh biểu tình phản đối đế quốc Mỹ và bọn tay sai, đòi quân đội Mỹ phải rút khỏi Nam Triều-tiên. Nhân dân miền Nam kiên quyết đấu tranh đòi thống nhất đất nước trong hòa bình. Các đoàn thể, các tầng lớp nhân dân đã nhiệt liệt hưởng ứng cuộc đấu tranh này và tỏ rõ quyết tâm chống lại mọi âm mưu xâm lược của đế quốc. Trong mấy ngày qua, hàng triệu nhân dân Triều-tiên ở khắp nơi đã tổ chức mít-tinh biểu tình phản đối đế quốc Mỹ và bọn tay sai, đòi quân đội Mỹ phải rút khỏi Nam Triều-tiên. Nhân dân miền Nam kiên quyết đấu tranh đòi thống nhất đất nước trong hòa bình. Các đoàn thể, các tầng lớp nhân dân đã nhiệt liệt hưởng ứng cuộc đấu tranh này và tỏ rõ quyết tâm chống lại mọi âm mưu xâm lược của đế quốc. [300,504,376,704]
korea-continued-body: Trong mấy ngày qua, hàng triệu nhân dân Triều-tiên ở khắp nơi đã tổ chức mít-tinh biểu tình phản đối đế quốc Mỹ và bọn tay sai, đòi quân đội Mỹ phải rút khỏi Nam Triều-tiên. Nhân dân miền Nam kiên quyết đấu tranh đòi thống nhất đất nước trong hòa bình. Các đoàn thể, các tầng lớp nhân dân đã nhiệt liệt hưởng ứng cuộc đấu tranh này và tỏ rõ quyết tâm chống lại mọi âm mưu xâm lược của đế quốc. Trong mấy ngày qua, hàng triệu nhân dân Triều-tiên ở khắp nơi đã tổ chức mít-tinh biểu tình phản đối đế quốc Mỹ và bọn tay sai, đòi quân đội Mỹ phải rút khỏi Nam Triều-tiên. Nhân dân miền Nam kiên quyết đấu tranh đòi thống nhất đất nước trong hòa bình. Các đoàn thể, các tầng lớp nhân dân đã nhiệt liệt hưởng ứng cuộc đấu tranh này và tỏ rõ quyết tâm chống lại mọi âm mưu xâm lược của đế quốc. Trong mấy ngày qua, hàng triệu nhân dân Triều-tiên ở khắp nơi đã tổ chức mít-tinh biểu tình phản đối đế quốc Mỹ và bọn tay sai, đòi quân đội Mỹ phải rút khỏi Nam Triều-tiên. Nhân dân miền Nam kiên quyết đấu tranh đòi thống nhất đất nước trong hòa bình. Các đoàn thể, các tầng lớp nhân dân đã nhiệt liệt hưởng ứng cuộc đấu tranh này và tỏ rõ quyết tâm chống lại mọi âm mưu xâm lược của đế quốc. [204,316,292,489]
